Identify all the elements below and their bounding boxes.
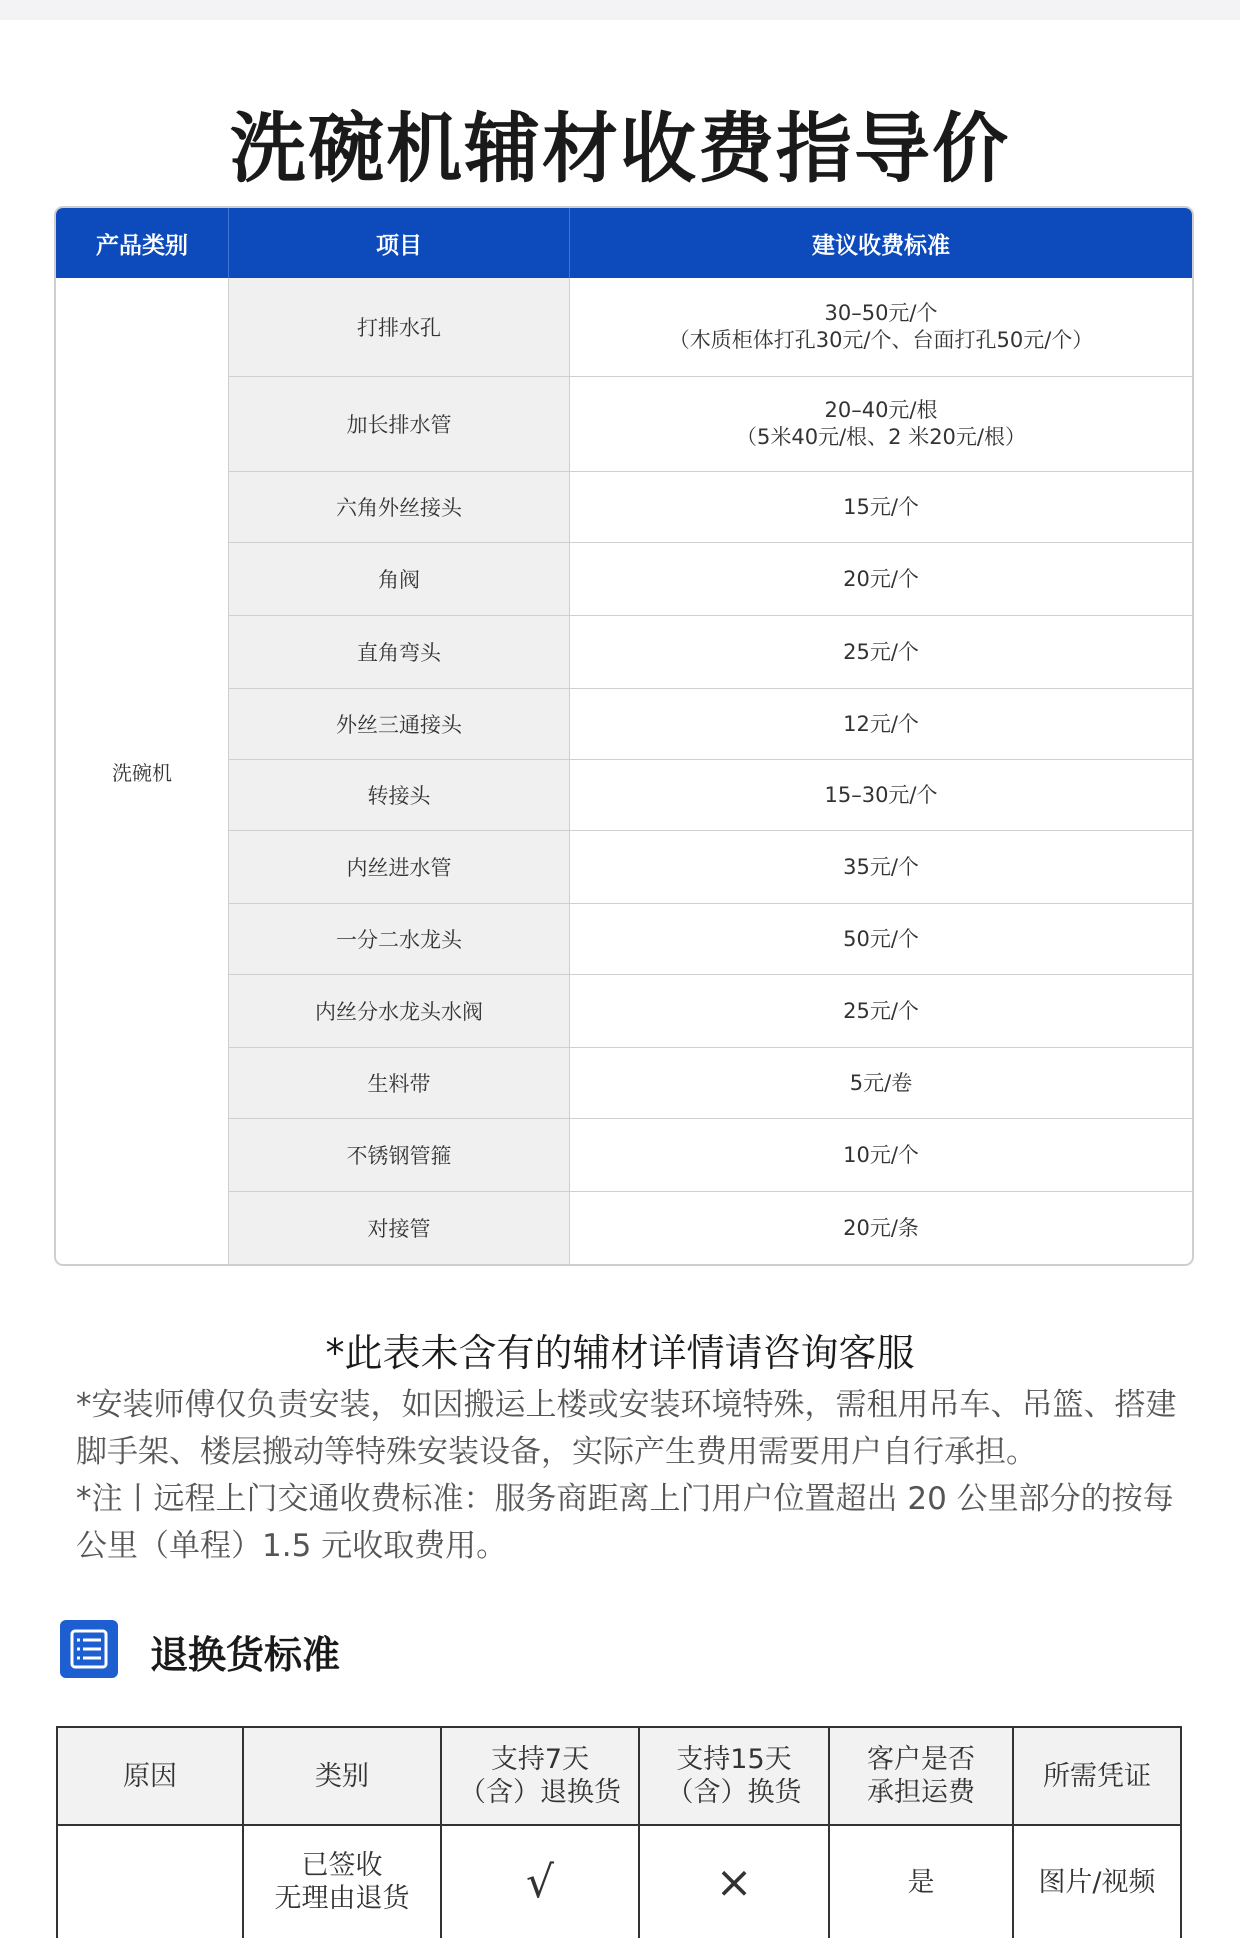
- list-icon: [60, 1620, 118, 1678]
- notes-heading: *此表未含有的辅材详情请咨询客服: [325, 1331, 915, 1375]
- ret-header-15day: 支持15天 （含）换货: [640, 1728, 830, 1824]
- ret-freight: 是: [830, 1826, 1014, 1938]
- fee-item: 加长排水管: [229, 377, 570, 471]
- fee-item: 角阀: [229, 543, 570, 615]
- cross-mark: ×: [715, 1856, 753, 1908]
- fee-price-cell: [570, 472, 1192, 542]
- fee-row: [229, 376, 1192, 471]
- fee-price: 20元/个: [843, 566, 919, 591]
- fee-price-cell: [570, 689, 1192, 759]
- ret-proof: 图片/视频: [1038, 1866, 1156, 1898]
- fee-price: 15–30元/个: [824, 782, 938, 807]
- ret-header-proof: 所需凭证: [1043, 1760, 1151, 1792]
- fee-price: 35元/个: [843, 854, 919, 879]
- fee-price: 50元/个: [843, 926, 919, 951]
- fee-price-cell: [570, 831, 1192, 903]
- ret-header-7day: 支持7天 （含）退换货: [442, 1728, 640, 1824]
- ret-7day-check: [442, 1826, 640, 1938]
- fee-price-cell: [570, 1119, 1192, 1191]
- fee-price: 10元/个: [843, 1142, 919, 1167]
- fee-row: [229, 471, 1192, 542]
- page-title: 洗碗机辅材收费指导价: [230, 104, 1010, 193]
- fee-price-cell: [570, 975, 1192, 1047]
- fee-row: [229, 615, 1192, 688]
- fee-item: 内丝分水龙头水阀: [229, 975, 570, 1047]
- fee-row: [229, 903, 1192, 974]
- fee-table-header: [56, 208, 1192, 278]
- fee-price: 5元/卷: [849, 1070, 913, 1095]
- fee-row: [229, 1047, 1192, 1118]
- fee-table: [54, 206, 1194, 1266]
- fee-item: 直角弯头: [229, 616, 570, 688]
- note-travel: *注丨远程上门交通收费标准：服务商距离上门用户位置超出 20 公里部分的按每公里（单程）1.5 元收取费用。: [76, 1481, 1174, 1564]
- fee-price-cell: [570, 760, 1192, 830]
- ret-category: 已签收 无理由退货: [244, 1826, 442, 1938]
- header-item: 项目: [229, 208, 570, 278]
- ret-header-category: 类别: [244, 1728, 442, 1824]
- fee-price-cell: [570, 377, 1192, 471]
- fee-rows: [229, 278, 1192, 1264]
- return-row: [58, 1826, 1180, 1938]
- fee-row: [229, 974, 1192, 1047]
- fee-table-body: [56, 278, 1192, 1264]
- fee-price-cell: [570, 1048, 1192, 1118]
- ret-15day-cross: [640, 1826, 830, 1938]
- fee-price-cell: [570, 278, 1192, 376]
- ret-reason: [58, 1826, 244, 1938]
- fee-item: 外丝三通接头: [229, 689, 570, 759]
- fee-row: [229, 830, 1192, 903]
- header-category: 产品类别: [56, 208, 229, 278]
- fee-item: 六角外丝接头: [229, 472, 570, 542]
- fee-price: 20元/条: [843, 1215, 919, 1240]
- fee-price-cell: [570, 543, 1192, 615]
- fee-price: 20–40元/根: [824, 398, 938, 422]
- fee-price-note: （木质柜体打孔30元/个、台面打孔50元/个）: [668, 328, 1094, 352]
- notes: [76, 1382, 1186, 1570]
- section-title-return: 退换货标准: [150, 1633, 341, 1677]
- fee-item: 对接管: [229, 1192, 570, 1264]
- fee-item: 不锈钢管箍: [229, 1119, 570, 1191]
- fee-price: 25元/个: [843, 639, 919, 664]
- fee-row: [229, 759, 1192, 830]
- return-table: [56, 1726, 1182, 1938]
- fee-item: 一分二水龙头: [229, 904, 570, 974]
- fee-price: 25元/个: [843, 998, 919, 1023]
- note-install: *安装师傅仅负责安装，如因搬运上楼或安装环境特殊，需租用吊车、吊篮、搭建脚手架、楼层搬动等特殊安装设备，实际产生费用需要用户自行承担。: [76, 1387, 1177, 1470]
- fee-price-cell: [570, 616, 1192, 688]
- fee-price-cell: [570, 904, 1192, 974]
- return-table-header: [58, 1728, 1180, 1826]
- check-mark: √: [525, 1856, 555, 1908]
- fee-item: 内丝进水管: [229, 831, 570, 903]
- fee-row: [229, 1191, 1192, 1264]
- fee-price: 12元/个: [843, 711, 919, 736]
- ret-header-reason: 原因: [58, 1728, 244, 1824]
- fee-item: 打排水孔: [229, 278, 570, 376]
- category-cell: 洗碗机: [56, 278, 229, 1264]
- ret-header-freight: 客户是否 承担运费: [830, 1728, 1014, 1824]
- fee-price-note: （5米40元/根、2 米20元/根）: [736, 425, 1026, 449]
- header-price: 建议收费标准: [812, 232, 950, 259]
- fee-price: 15元/个: [843, 494, 919, 519]
- fee-row: [229, 1118, 1192, 1191]
- fee-price: 30–50元/个: [824, 301, 938, 325]
- fee-row: [229, 278, 1192, 376]
- top-strip: [0, 0, 1240, 20]
- fee-row: [229, 688, 1192, 759]
- fee-row: [229, 542, 1192, 615]
- fee-item: 生料带: [229, 1048, 570, 1118]
- fee-item: 转接头: [229, 760, 570, 830]
- fee-price-cell: [570, 1192, 1192, 1264]
